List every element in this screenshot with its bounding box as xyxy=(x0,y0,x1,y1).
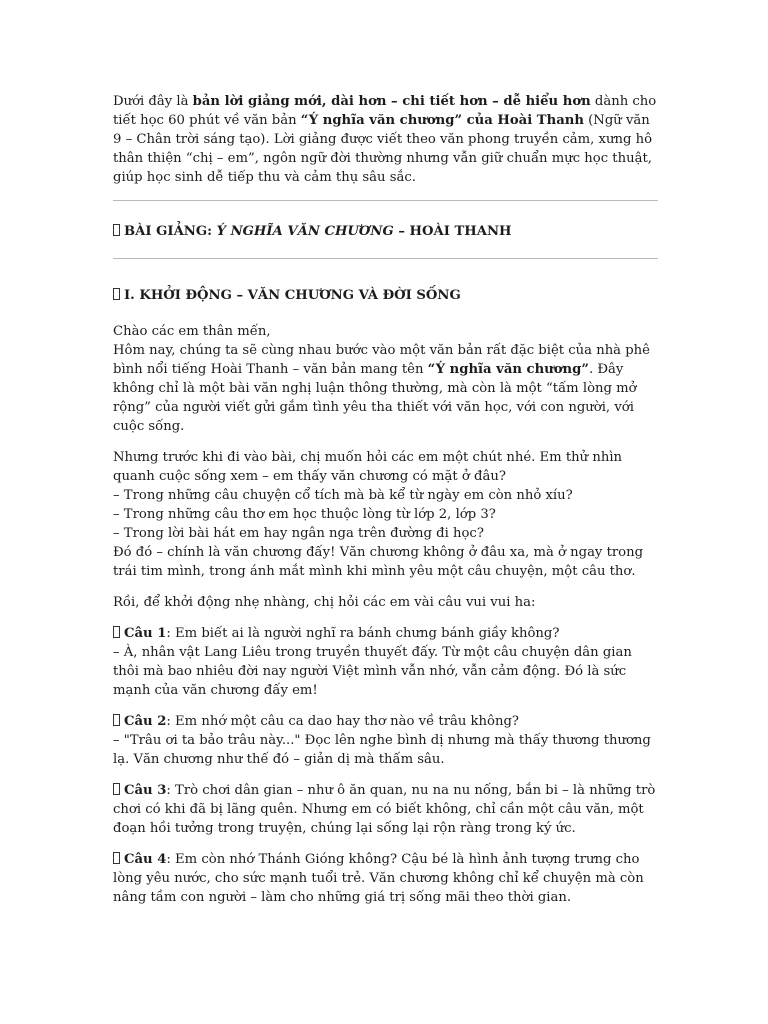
greeting-line: Chào các em thân mến, xyxy=(113,324,271,339)
intro-text-2: dành cho tiết học 60 phút về văn bản xyxy=(113,94,657,128)
question-answer: – À, nhân vật Lang Liêu trong truyền thuyết đấy. Từ một câu chuyện dân gian thôi mà bao nhiêu đời nay người Việt mình vẫn nhớ, vẫn cảm động. Đó là sức mạnh của văn chương đấy em! xyxy=(113,645,632,698)
question-1 xyxy=(113,624,658,700)
warmup-intro: Rồi, để khởi động nhẹ nhàng, chị hỏi các em vài câu vui vui ha: xyxy=(113,595,536,610)
missing-glyph-icon xyxy=(113,626,120,638)
title-suffix: – HOÀI THANH xyxy=(393,224,512,239)
missing-glyph-icon xyxy=(113,852,120,864)
question-label: Câu 3 xyxy=(124,783,167,798)
divider xyxy=(113,200,658,201)
question-text: : Em biết ai là người nghĩ ra bánh chưng bánh giầy không? xyxy=(166,626,560,641)
title-italic: Ý NGHĨA VĂN CHƯƠNG xyxy=(216,224,394,239)
missing-glyph-icon xyxy=(113,288,120,300)
section-heading xyxy=(113,286,658,305)
section-heading-text: I. KHỞI ĐỘNG – VĂN CHƯƠNG VÀ ĐỜI SỐNG xyxy=(124,288,461,303)
divider xyxy=(113,258,658,259)
paragraph-line: – Trong những câu chuyện cổ tích mà bà kể từ ngày em còn nhỏ xíu? xyxy=(113,488,573,503)
question-text: : Trò chơi dân gian – như ô ăn quan, nu na nu nống, bắn bi – là những trò chơi có khi đã bị lãng quên. Nhưng em có biết không, chỉ cần một câu văn, một đoạn hồi tưởng trong truyện, chúng lại sống lại rộn ràng trong ký ức. xyxy=(113,783,656,836)
missing-glyph-icon xyxy=(113,714,120,726)
opening-paragraph xyxy=(113,322,658,436)
paragraph-line: – Trong những câu thơ em học thuộc lòng từ lớp 2, lớp 3? xyxy=(113,507,496,522)
missing-glyph-icon xyxy=(113,783,120,795)
question-4 xyxy=(113,850,658,907)
lecture-title xyxy=(113,222,658,241)
question-2 xyxy=(113,712,658,769)
document-page xyxy=(113,92,658,919)
question-text: : Em còn nhớ Thánh Gióng không? Cậu bé là hình ảnh tượng trưng cho lòng yêu nước, cho sức mạnh tuổi trẻ. Văn chương không chỉ kể chuyện mà còn nâng tầm con người – làm cho những giá trị sống mãi theo thời gian. xyxy=(113,852,644,905)
question-text: : Em nhớ một câu ca dao hay thơ nào về trâu không? xyxy=(166,714,519,729)
paragraph-line: Nhưng trước khi đi vào bài, chị muốn hỏi các em một chút nhé. Em thử nhìn quanh cuộc sống xem – em thấy văn chương có mặt ở đâu? xyxy=(113,450,623,484)
question-label: Câu 2 xyxy=(124,714,167,729)
question-label: Câu 4 xyxy=(124,852,167,867)
paragraph-line: – Trong lời bài hát em hay ngân nga trên đường đi học? xyxy=(113,526,484,541)
intro-bold-2: “Ý nghĩa văn chương” của Hoài Thanh xyxy=(300,113,584,128)
question-paragraph xyxy=(113,448,658,581)
question-answer: – "Trâu ơi ta bảo trâu này..." Đọc lên nghe bình dị nhưng mà thấy thương thương lạ. Văn chương như thế đó – giản dị mà thấm sâu. xyxy=(113,733,651,767)
opening-text-1: Hôm nay, chúng ta sẽ cùng nhau bước vào một văn bản rất đặc biệt của nhà phê bình nổi tiếng Hoài Thanh – văn bản mang tên xyxy=(113,343,650,377)
opening-text-2: . Đây không chỉ là một bài văn nghị luận thông thường, mà còn là một “tấm lòng mở rộng” của người viết gửi gắm tình yêu tha thiết với văn học, với con người, với cuộc sống. xyxy=(113,362,637,434)
paragraph-line: Đó đó – chính là văn chương đấy! Văn chương không ở đâu xa, mà ở ngay trong trái tim mình, trong ánh mắt mình khi mình yêu một câu chuyện, một câu thơ. xyxy=(113,545,644,579)
missing-glyph-icon xyxy=(113,224,120,236)
intro-text-1: Dưới đây là xyxy=(113,94,193,109)
intro-text-3: (Ngữ văn 9 – Chân trời sáng tạo). Lời giảng được viết theo văn phong truyền cảm, xưng hô thân thiện “chị – em”, ngôn ngữ đời thường nhưng vẫn giữ chuẩn mực học thuật, giúp học sinh dễ tiếp thu và cảm thụ sâu sắc. xyxy=(113,113,653,185)
intro-bold-1: bản lời giảng mới, dài hơn – chi tiết hơn – dễ hiểu hơn xyxy=(192,94,591,109)
question-label: Câu 1 xyxy=(124,626,167,641)
opening-bold: “Ý nghĩa văn chương” xyxy=(427,362,589,377)
title-prefix: BÀI GIẢNG: xyxy=(124,224,217,239)
intro-paragraph xyxy=(113,92,658,187)
question-3 xyxy=(113,781,658,838)
